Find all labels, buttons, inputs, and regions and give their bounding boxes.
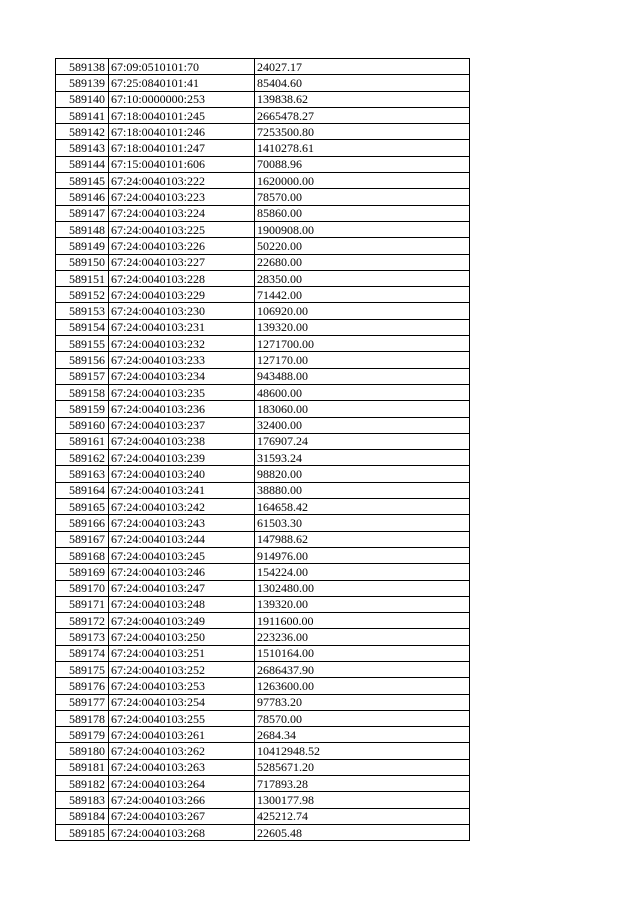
cadastral-number-cell: 67:18:0040101:247	[109, 140, 255, 156]
cadastral-number-cell: 67:24:0040103:253	[109, 678, 255, 694]
cadastral-number-cell: 67:24:0040103:262	[109, 743, 255, 759]
row-id-cell: 589157	[56, 368, 109, 384]
cadastral-number-cell: 67:24:0040103:227	[109, 254, 255, 270]
value-cell: 50220.00	[255, 238, 470, 254]
table-row	[56, 352, 470, 368]
value-cell: 139838.62	[255, 91, 470, 107]
row-id-cell: 589172	[56, 613, 109, 629]
table-row	[56, 124, 470, 140]
table-row	[56, 759, 470, 775]
row-id-cell: 589138	[56, 59, 109, 75]
cadastral-number-cell: 67:24:0040103:245	[109, 547, 255, 563]
row-id-cell: 589174	[56, 645, 109, 661]
row-id-cell: 589155	[56, 336, 109, 352]
cadastral-number-cell: 67:24:0040103:236	[109, 401, 255, 417]
row-id-cell: 589183	[56, 792, 109, 808]
row-id-cell: 589140	[56, 91, 109, 107]
value-cell: 78570.00	[255, 189, 470, 205]
table-row	[56, 727, 470, 743]
table-row	[56, 808, 470, 824]
table-row	[56, 303, 470, 319]
value-cell: 1271700.00	[255, 336, 470, 352]
cadastral-number-cell: 67:24:0040103:237	[109, 417, 255, 433]
table-row	[56, 75, 470, 91]
row-id-cell: 589184	[56, 808, 109, 824]
table-row	[56, 694, 470, 710]
value-cell: 943488.00	[255, 368, 470, 384]
value-cell: 61503.30	[255, 515, 470, 531]
table-row	[56, 564, 470, 580]
row-id-cell: 589168	[56, 547, 109, 563]
row-id-cell: 589163	[56, 466, 109, 482]
table-row	[56, 107, 470, 123]
row-id-cell: 589170	[56, 580, 109, 596]
row-id-cell: 589142	[56, 124, 109, 140]
row-id-cell: 589176	[56, 678, 109, 694]
value-cell: 7253500.80	[255, 124, 470, 140]
value-cell: 2686437.90	[255, 661, 470, 677]
row-id-cell: 589175	[56, 661, 109, 677]
value-cell: 183060.00	[255, 401, 470, 417]
cadastral-number-cell: 67:24:0040103:238	[109, 433, 255, 449]
value-cell: 147988.62	[255, 531, 470, 547]
table-row	[56, 336, 470, 352]
value-cell: 1900908.00	[255, 221, 470, 237]
value-cell: 139320.00	[255, 319, 470, 335]
cadastral-number-cell: 67:24:0040103:252	[109, 661, 255, 677]
cadastral-number-cell: 67:18:0040101:246	[109, 124, 255, 140]
data-table	[55, 58, 470, 841]
table-row	[56, 613, 470, 629]
table-row	[56, 792, 470, 808]
cadastral-number-cell: 67:24:0040103:228	[109, 270, 255, 286]
table-row	[56, 287, 470, 303]
row-id-cell: 589156	[56, 352, 109, 368]
row-id-cell: 589173	[56, 629, 109, 645]
row-id-cell: 589149	[56, 238, 109, 254]
value-cell: 48600.00	[255, 384, 470, 400]
value-cell: 85404.60	[255, 75, 470, 91]
table-row	[56, 547, 470, 563]
row-id-cell: 589143	[56, 140, 109, 156]
cadastral-number-cell: 67:24:0040103:241	[109, 482, 255, 498]
value-cell: 38880.00	[255, 482, 470, 498]
row-id-cell: 589180	[56, 743, 109, 759]
row-id-cell: 589147	[56, 205, 109, 221]
table-row	[56, 173, 470, 189]
cadastral-number-cell: 67:24:0040103:229	[109, 287, 255, 303]
cadastral-number-cell: 67:24:0040103:230	[109, 303, 255, 319]
value-cell: 2665478.27	[255, 107, 470, 123]
row-id-cell: 589150	[56, 254, 109, 270]
table-row	[56, 710, 470, 726]
cadastral-number-cell: 67:24:0040103:246	[109, 564, 255, 580]
row-id-cell: 589178	[56, 710, 109, 726]
row-id-cell: 589162	[56, 450, 109, 466]
value-cell: 139320.00	[255, 596, 470, 612]
row-id-cell: 589179	[56, 727, 109, 743]
table-row	[56, 140, 470, 156]
value-cell: 127170.00	[255, 352, 470, 368]
value-cell: 70088.96	[255, 156, 470, 172]
cadastral-number-cell: 67:24:0040103:240	[109, 466, 255, 482]
cadastral-number-cell: 67:24:0040103:235	[109, 384, 255, 400]
table-row	[56, 270, 470, 286]
value-cell: 1300177.98	[255, 792, 470, 808]
value-cell: 24027.17	[255, 59, 470, 75]
row-id-cell: 589161	[56, 433, 109, 449]
table-body	[56, 59, 470, 841]
value-cell: 1410278.61	[255, 140, 470, 156]
row-id-cell: 589139	[56, 75, 109, 91]
value-cell: 176907.24	[255, 433, 470, 449]
table-row	[56, 433, 470, 449]
row-id-cell: 589152	[56, 287, 109, 303]
cadastral-number-cell: 67:24:0040103:266	[109, 792, 255, 808]
table-row	[56, 499, 470, 515]
value-cell: 106920.00	[255, 303, 470, 319]
table-row	[56, 629, 470, 645]
row-id-cell: 589167	[56, 531, 109, 547]
cadastral-number-cell: 67:09:0510101:70	[109, 59, 255, 75]
row-id-cell: 589148	[56, 221, 109, 237]
value-cell: 1510164.00	[255, 645, 470, 661]
table-row	[56, 531, 470, 547]
value-cell: 164658.42	[255, 499, 470, 515]
row-id-cell: 589141	[56, 107, 109, 123]
value-cell: 71442.00	[255, 287, 470, 303]
row-id-cell: 589160	[56, 417, 109, 433]
row-id-cell: 589185	[56, 824, 109, 840]
value-cell: 98820.00	[255, 466, 470, 482]
cadastral-number-cell: 67:18:0040101:245	[109, 107, 255, 123]
cadastral-number-cell: 67:24:0040103:239	[109, 450, 255, 466]
row-id-cell: 589182	[56, 776, 109, 792]
cadastral-number-cell: 67:25:0840101:41	[109, 75, 255, 91]
row-id-cell: 589144	[56, 156, 109, 172]
cadastral-number-cell: 67:24:0040103:248	[109, 596, 255, 612]
table-row	[56, 401, 470, 417]
cadastral-number-cell: 67:24:0040103:233	[109, 352, 255, 368]
cadastral-number-cell: 67:24:0040103:267	[109, 808, 255, 824]
cadastral-number-cell: 67:10:0000000:253	[109, 91, 255, 107]
table-row	[56, 254, 470, 270]
cadastral-number-cell: 67:24:0040103:231	[109, 319, 255, 335]
cadastral-number-cell: 67:24:0040103:250	[109, 629, 255, 645]
cadastral-number-cell: 67:24:0040103:242	[109, 499, 255, 515]
table-row	[56, 743, 470, 759]
cadastral-number-cell: 67:24:0040103:254	[109, 694, 255, 710]
row-id-cell: 589169	[56, 564, 109, 580]
table-row	[56, 466, 470, 482]
cadastral-number-cell: 67:24:0040103:261	[109, 727, 255, 743]
cadastral-number-cell: 67:24:0040103:263	[109, 759, 255, 775]
table-row	[56, 515, 470, 531]
row-id-cell: 589153	[56, 303, 109, 319]
cadastral-number-cell: 67:24:0040103:234	[109, 368, 255, 384]
row-id-cell: 589154	[56, 319, 109, 335]
value-cell: 425212.74	[255, 808, 470, 824]
table-row	[56, 91, 470, 107]
cadastral-number-cell: 67:15:0040101:606	[109, 156, 255, 172]
cadastral-number-cell: 67:24:0040103:244	[109, 531, 255, 547]
table-row	[56, 189, 470, 205]
cadastral-number-cell: 67:24:0040103:247	[109, 580, 255, 596]
table-row	[56, 645, 470, 661]
cadastral-number-cell: 67:24:0040103:222	[109, 173, 255, 189]
table-row	[56, 221, 470, 237]
table-row	[56, 319, 470, 335]
value-cell: 1620000.00	[255, 173, 470, 189]
row-id-cell: 589171	[56, 596, 109, 612]
row-id-cell: 589145	[56, 173, 109, 189]
value-cell: 2684.34	[255, 727, 470, 743]
value-cell: 97783.20	[255, 694, 470, 710]
table-row	[56, 384, 470, 400]
table-row	[56, 59, 470, 75]
table-row	[56, 482, 470, 498]
value-cell: 1911600.00	[255, 613, 470, 629]
value-cell: 22605.48	[255, 824, 470, 840]
table-row	[56, 205, 470, 221]
row-id-cell: 589181	[56, 759, 109, 775]
cadastral-number-cell: 67:24:0040103:264	[109, 776, 255, 792]
cadastral-number-cell: 67:24:0040103:268	[109, 824, 255, 840]
row-id-cell: 589151	[56, 270, 109, 286]
table-row	[56, 596, 470, 612]
table-row	[56, 368, 470, 384]
table-row	[56, 417, 470, 433]
value-cell: 22680.00	[255, 254, 470, 270]
value-cell: 5285671.20	[255, 759, 470, 775]
cadastral-number-cell: 67:24:0040103:251	[109, 645, 255, 661]
row-id-cell: 589146	[56, 189, 109, 205]
row-id-cell: 589177	[56, 694, 109, 710]
value-cell: 85860.00	[255, 205, 470, 221]
value-cell: 717893.28	[255, 776, 470, 792]
table-row	[56, 776, 470, 792]
cadastral-number-cell: 67:24:0040103:226	[109, 238, 255, 254]
value-cell: 1302480.00	[255, 580, 470, 596]
table-row	[56, 238, 470, 254]
cadastral-number-cell: 67:24:0040103:232	[109, 336, 255, 352]
table-row	[56, 450, 470, 466]
table-row	[56, 661, 470, 677]
value-cell: 223236.00	[255, 629, 470, 645]
table-row	[56, 580, 470, 596]
value-cell: 28350.00	[255, 270, 470, 286]
cadastral-number-cell: 67:24:0040103:243	[109, 515, 255, 531]
cadastral-number-cell: 67:24:0040103:224	[109, 205, 255, 221]
row-id-cell: 589159	[56, 401, 109, 417]
value-cell: 154224.00	[255, 564, 470, 580]
table-row	[56, 156, 470, 172]
value-cell: 914976.00	[255, 547, 470, 563]
cadastral-number-cell: 67:24:0040103:255	[109, 710, 255, 726]
value-cell: 78570.00	[255, 710, 470, 726]
row-id-cell: 589166	[56, 515, 109, 531]
table-row	[56, 678, 470, 694]
row-id-cell: 589164	[56, 482, 109, 498]
table-row	[56, 824, 470, 840]
value-cell: 10412948.52	[255, 743, 470, 759]
cadastral-number-cell: 67:24:0040103:223	[109, 189, 255, 205]
value-cell: 1263600.00	[255, 678, 470, 694]
row-id-cell: 589165	[56, 499, 109, 515]
value-cell: 32400.00	[255, 417, 470, 433]
value-cell: 31593.24	[255, 450, 470, 466]
cadastral-number-cell: 67:24:0040103:249	[109, 613, 255, 629]
cadastral-number-cell: 67:24:0040103:225	[109, 221, 255, 237]
row-id-cell: 589158	[56, 384, 109, 400]
